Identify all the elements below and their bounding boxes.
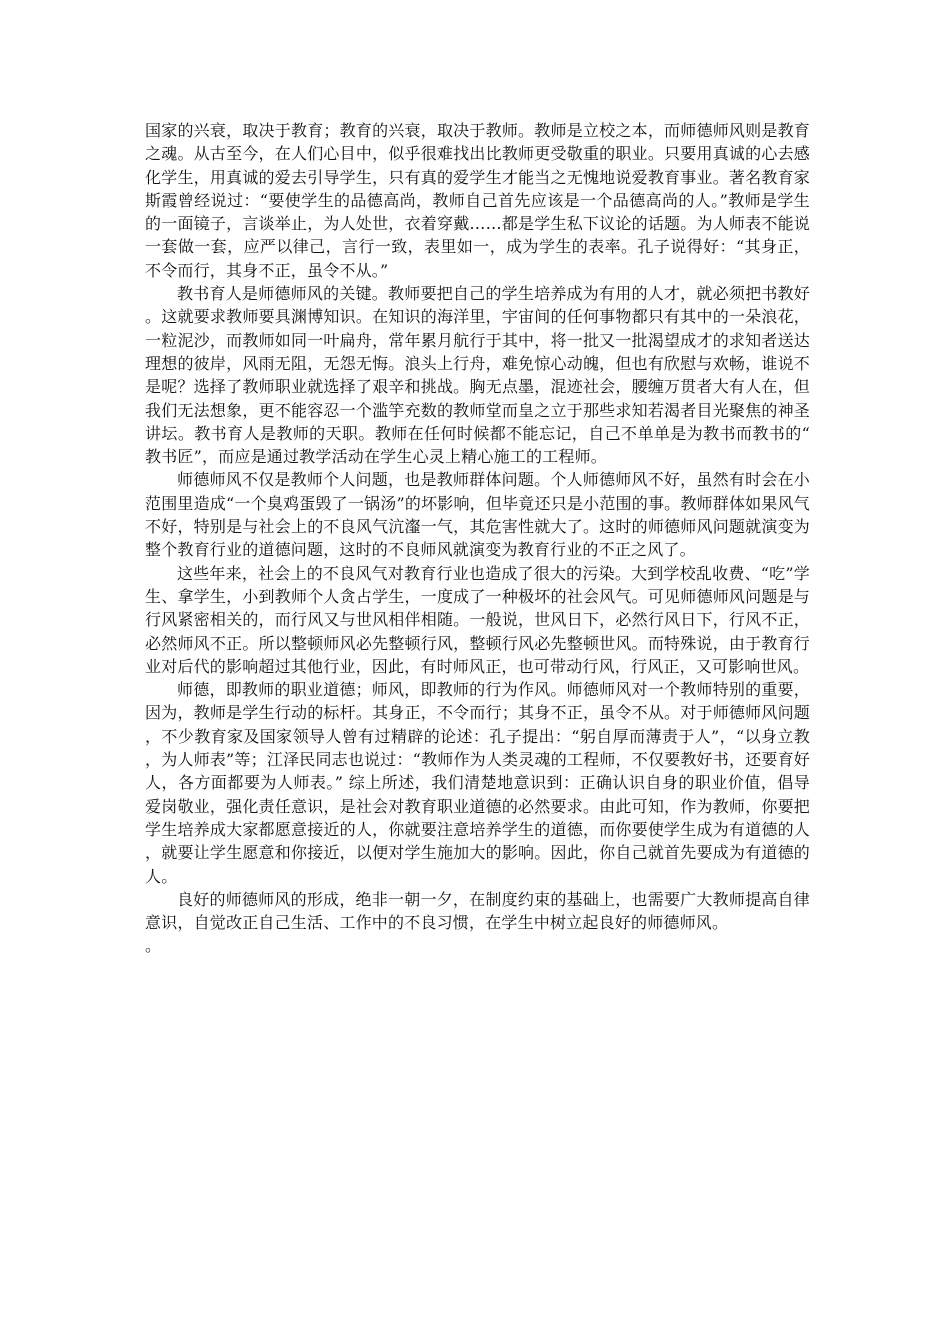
trailing-period: 。: [145, 936, 162, 956]
paragraph-5: 师德，即教师的职业道德；师风，即教师的行为作风。师德师风对一个教师特别的重要，因为，教师是学生行动的标杆。其身正，不令而行；其身不正，虽令不从。对于师德师风问题，不少教育家及国家领导人曾有过精辟的论述：孔子提出：“躬自厚而薄责于人”，“以身立教，为人师表”等；江泽民同志也说过：“教师作为人类灵魂的工程师，不仅要教好书，还要育好人，各方面都要为人师表。” 综上所述，我们清楚地意识到：正确认识自身的职业价值，倡导爱岗敬业，强化责任意识，是社会对教育职业道德的必然要求。由此可知，作为教师，你要把学生培养成大家都愿意接近的人，你就要注意培养学生的道德，而你要使学生成为有道德的人，就要让学生愿意和你接近，以便对学生施加大的影响。因此，你自己就首先要成为有道德的人。: [145, 680, 810, 886]
paragraph-4: 这些年来，社会上的不良风气对教育行业也造成了很大的污染。大到学校乱收费、“吃”学生、拿学生，小到教师个人贪占学生，一度成了一种极坏的社会风气。可见师德师风问题是与行风紧密相关的，而行风又与世风相伴相随。一般说，世风日下，必然行风日下，行风不正，必然师风不正。所以整顿师风必先整顿行风，整顿行风必先整顿世风。而特殊说，由于教育行业对后代的影响超过其他行业，因此，有时师风正，也可带动行风，行风正，又可影响世风。: [145, 563, 810, 676]
paragraph-6: 良好的师德师风的形成，绝非一朝一夕，在制度约束的基础上，也需要广大教师提高自律意识，自觉改正自己生活、工作中的不良习惯，在学生中树立起良好的师德师风。: [145, 889, 810, 933]
paragraph-1: 国家的兴衰，取决于教育；教育的兴衰，取决于教师。教师是立校之本，而师德师风则是教育之魂。从古至今，在人们心目中，似乎很难找出比教师更受敬重的职业。只要用真诚的心去感化学生，用真诚的爱去引导学生，只有真的爱学生才能当之无愧地说爱教育事业。著名教育家斯霞曾经说过：“要使学生的品德高尚，教师自己首先应该是一个品德高尚的人。”教师是学生的一面镜子，言谈举止，为人处世，衣着穿戴……都是学生私下议论的话题。为人师表不能说一套做一套，应严以律己，言行一致，表里如一，成为学生的表率。孔子说得好：“其身正，不令而行，其身不正，虽令不从。”: [145, 121, 810, 280]
article-body: [145, 119, 810, 958]
paragraph-2: 教书育人是师德师风的关键。教师要把自己的学生培养成为有用的人才，就必须把书教好。这就要求教师要具渊博知识。在知识的海洋里，宇宙间的任何事物都只有其中的一朵浪花，一粒泥沙，而教师如同一叶扁舟，常年累月航行于其中，将一批又一批渴望成才的求知者送达理想的彼岸，风雨无阻，无怨无悔。浪头上行舟，难免惊心动魄，但也有欣慰与欢畅，谁说不是呢？选择了教师职业就选择了艰辛和挑战。胸无点墨，混迹社会，腰缠万贯者大有人在，但我们无法想象，更不能容忍一个滥竽充数的教师堂而皇之立于那些求知若渴者目光聚焦的神圣讲坛。教书育人是教师的天职。教师在任何时候都不能忘记，自己不单单是为教书而教书的“教书匠”，而应是通过教学活动在学生心灵上精心施工的工程师。: [145, 284, 810, 467]
paragraph-3: 师德师风不仅是教师个人问题，也是教师群体问题。个人师德师风不好，虽然有时会在小范围里造成“一个臭鸡蛋毁了一锅汤”的坏影响，但毕竟还只是小范围的事。教师群体如果风气不好，特别是与社会上的不良风气沆瀣一气，其危害性就大了。这时的师德师风问题就演变为整个教育行业的道德问题，这时的不良师风就演变为教育行业的不正之风了。: [145, 470, 810, 560]
